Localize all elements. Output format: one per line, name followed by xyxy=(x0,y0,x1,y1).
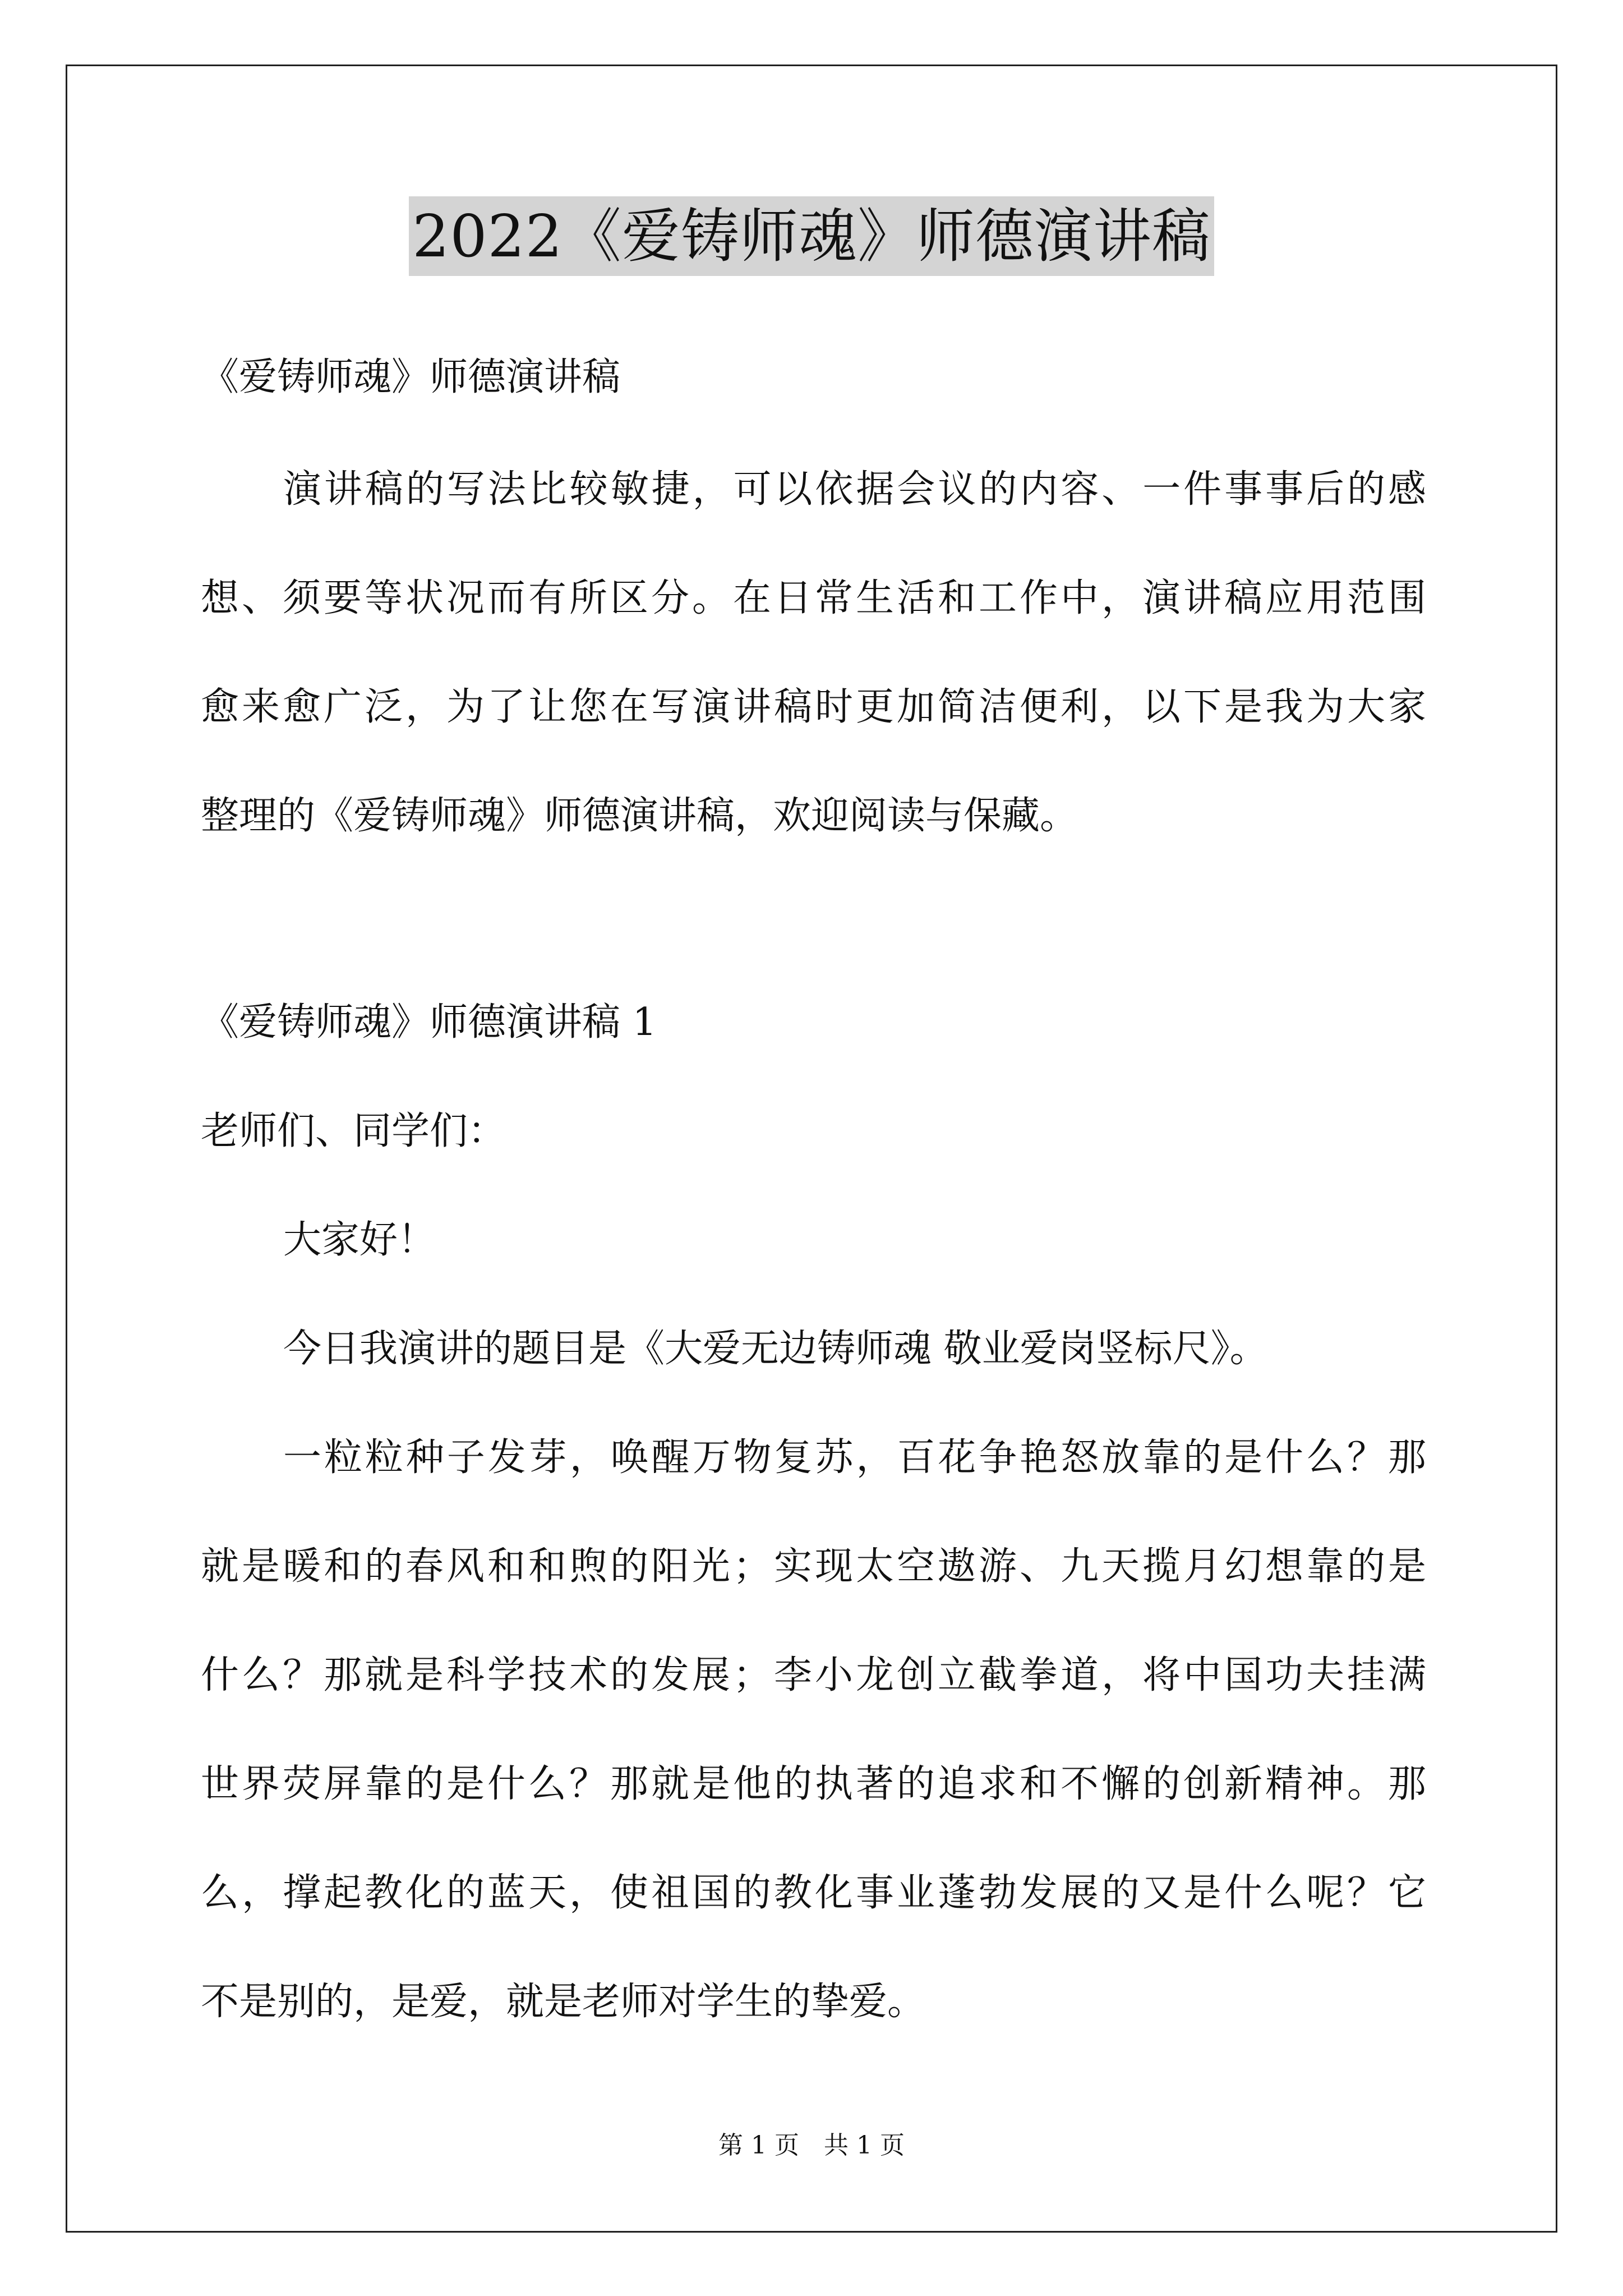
intro-line-3: 愈来愈广泛，为了让您在写演讲稿时更加简洁便利，以下是我为大家 xyxy=(201,685,1426,729)
body-line-4: 世界荧屏靠的是什么？那就是他的执著的追求和不懈的创新精神。那 xyxy=(201,1762,1426,1806)
intro-line-1: 演讲稿的写法比较敏捷，可以依据会议的内容、一件事事后的感 xyxy=(283,467,1426,512)
greeting: 大家好！ xyxy=(283,1218,436,1262)
body-line-6: 不是别的，是爱，就是老师对学生的挚爱。 xyxy=(201,1980,926,2024)
page-number-footer: 第 1 页 共 1 页 xyxy=(718,2131,905,2160)
intro-line-2: 想、须要等状况而有所区分。在日常生活和工作中，演讲稿应用范围 xyxy=(201,576,1426,620)
body-line-1: 一粒粒种子发芽，唤醒万物复苏，百花争艳怒放靠的是什么？那 xyxy=(283,1435,1426,1480)
document-subtitle: 《爱铸师魂》师德演讲稿 xyxy=(201,355,621,399)
document-title: 2022《爱铸师魂》师德演讲稿 xyxy=(409,196,1214,276)
body-line-3: 什么？那就是科学技术的发展；李小龙创立截拳道，将中国功夫挂满 xyxy=(201,1653,1426,1697)
body-line-2: 就是暖和的春风和和煦的阳光；实现太空遨游、九天揽月幻想靠的是 xyxy=(201,1544,1426,1589)
body-line-5: 么，撑起教化的蓝天，使祖国的教化事业蓬勃发展的又是什么呢？它 xyxy=(201,1871,1426,1915)
intro-line-4: 整理的《爱铸师魂》师德演讲稿，欢迎阅读与保藏。 xyxy=(201,794,1078,838)
section-title: 《爱铸师魂》师德演讲稿 1 xyxy=(201,1000,657,1045)
topic-line: 今日我演讲的题目是《大爱无边铸师魂 敬业爱岗竖标尺》。 xyxy=(283,1327,1268,1371)
title-container xyxy=(0,196,1623,276)
salutation: 老师们、同学们： xyxy=(201,1109,506,1153)
